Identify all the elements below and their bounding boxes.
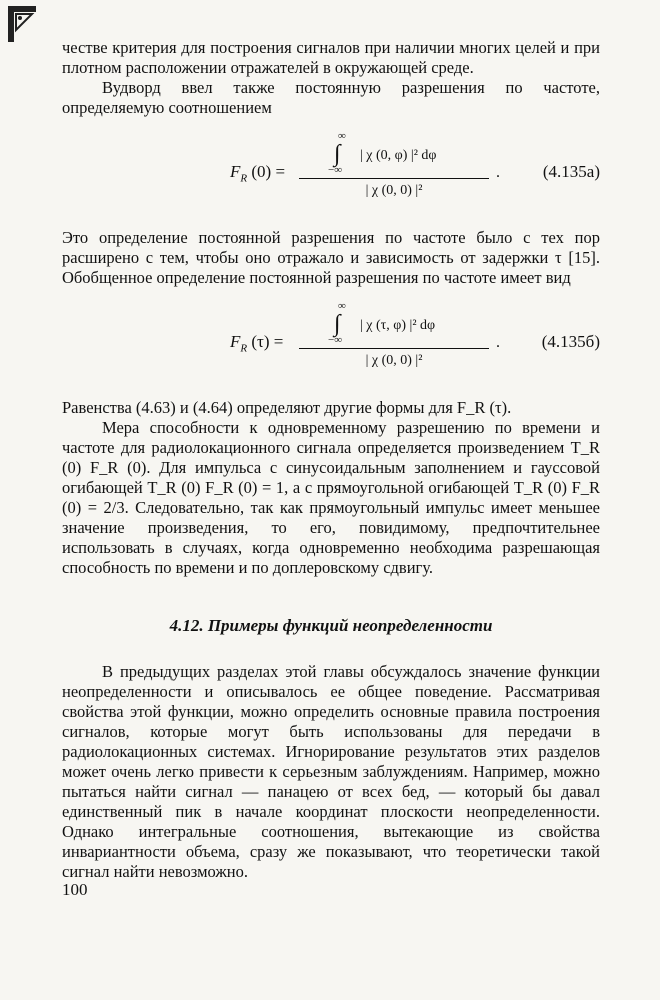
page-body <box>62 38 600 882</box>
equation-denominator: | χ (0, 0) |² <box>365 353 423 368</box>
equation-lhs: $F_R$ (τ) = <box>230 332 284 355</box>
equation-numerator: | χ (0, φ) |² dφ <box>360 148 437 163</box>
paragraph-5: Мера способности к одновременному разрешению по времени и частоте для радиолокационного сигнала определяется произведением T_R (0) F_R (0). Для импульса с синусоидальным заполнением и гауссовой огибающей T_R (0) F_R (0) = 1, а с прямоугольной огибающей T_R (0) F_R (0) = 2/3. Следовательно, так как прямоугольный импульс имеет меньшее значение произведения, то его, повидимому, предпочтительнее использовать в случаях, когда одновременно необходима разрешающая способность по времени и по доплеровскому сдвигу. <box>62 418 600 577</box>
integral-icon: ∫ <box>334 141 341 167</box>
equation-label: (4.135б) <box>541 332 600 351</box>
section-heading: 4.12. Примеры функций неопределенности <box>169 616 493 635</box>
page-number: 100 <box>62 880 88 899</box>
equation-period: . <box>496 334 500 351</box>
equation-fraction <box>294 300 494 369</box>
equation-numerator: | χ (τ, φ) |² dφ <box>360 318 436 333</box>
upper-limit: ∞ <box>338 130 346 142</box>
lower-limit: −∞ <box>328 164 343 176</box>
integral-icon: ∫ <box>334 311 341 337</box>
upper-limit: ∞ <box>338 300 346 312</box>
equation-4-135b <box>62 300 600 380</box>
paragraph-2: Вудворд ввел также постоянную разрешения по частоте, определяемую соотношением <box>62 78 600 117</box>
lower-limit: −∞ <box>328 334 343 346</box>
paragraph-6: В предыдущих разделах этой главы обсуждалось значение функции неопределенности и описывалось ее общее поведение. Рассматривая свойства этой функции, можно определить основные правила построения сигналов, которые могут быть использованы для передачи в радиолокационных системах. Игнорирование результатов этих разделов может очень легко привести к серьезным заблуждениям. Например, можно пытаться найти сигнал — панацею от всех бед, — который бы давал единственный пик в начале координат плоскости неопределенности. Однако интегральные соотношения, вытекающие из свойства инвариантности объема, сразу же показывают, что теоретически такой сигнал найти невозможно. <box>62 662 600 881</box>
equation-period: . <box>496 164 500 181</box>
paragraph-1: честве критерия для построения сигналов при наличии многих целей и при плотном расположении отражателей в окружающей среде. <box>62 38 600 77</box>
corner-ornament-icon <box>6 4 38 44</box>
paragraph-4: Равенства (4.63) и (4.64) определяют другие формы для F_R (τ). <box>62 398 512 417</box>
equation-denominator: | χ (0, 0) |² <box>365 183 423 198</box>
paragraph-3: Это определение постоянной разрешения по частоте было с тех пор расширено с тем, чтобы оно отражало и зависимость от задержки τ [15]. Обобщенное определение постоянной разрешения по частоте имеет вид <box>62 228 600 287</box>
equation-label: (4.135а) <box>542 162 600 181</box>
equation-4-135a <box>62 130 600 210</box>
fraction-bar <box>299 348 489 349</box>
equation-lhs: $F_R$ (0) = <box>230 162 286 185</box>
equation-fraction <box>294 130 494 199</box>
fraction-bar <box>299 178 489 179</box>
